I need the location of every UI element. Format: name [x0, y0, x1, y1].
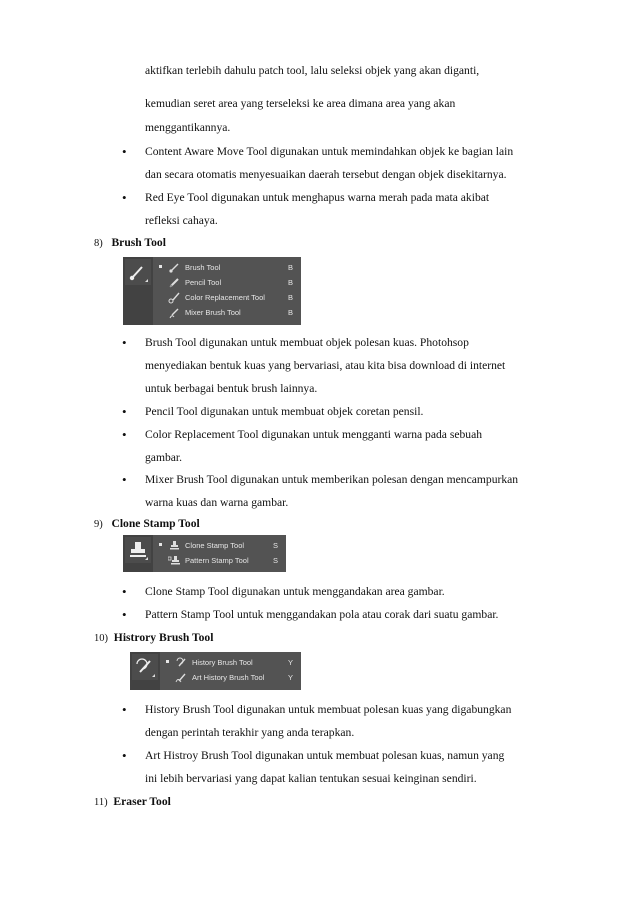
color-replacement-icon	[168, 291, 181, 304]
history-brush-icon	[175, 656, 188, 669]
art-history-brush-icon	[175, 671, 188, 684]
brush-icon	[168, 261, 181, 274]
brush-tool-button[interactable]	[125, 259, 151, 285]
brush-tool-menu	[153, 257, 301, 325]
text-line: dan secara otomatis menyesuaikan daerah tersebut dengan objek disekitarnya.	[145, 168, 507, 181]
text-line: ini lebih bervariasi yang dapat kalian tentukan sesuai keinginan sendiri.	[145, 772, 477, 785]
text-line: Red Eye Tool digunakan untuk menghapus warna merah pada mata akibat	[145, 191, 490, 204]
text-line: Mixer Brush Tool digunakan untuk memberikan polesan dengan mencampurkan	[145, 473, 519, 486]
stamp-tool-menu	[153, 535, 286, 572]
menu-item-pencil-tool[interactable]: Pencil Tool B	[153, 275, 301, 290]
text-line: refleksi cahaya.	[145, 214, 218, 227]
clone-stamp-tool-button[interactable]	[125, 537, 151, 563]
pattern-stamp-icon	[168, 554, 181, 567]
menu-item-clone-stamp-tool[interactable]: Clone Stamp Tool S	[153, 538, 286, 553]
menu-item-color-replacement-tool[interactable]: Color Replacement Tool B	[153, 290, 301, 305]
bullet-icon: •	[122, 427, 127, 442]
section-heading: 9) Clone Stamp Tool	[94, 517, 200, 530]
text-line: Pattern Stamp Tool untuk menggandakan pola atau corak dari suatu gambar.	[145, 608, 499, 621]
text-line: untuk berbagai bentuk brush lainnya.	[145, 382, 318, 395]
bullet-icon: •	[122, 144, 127, 159]
clone-stamp-icon	[168, 539, 181, 552]
text-line: warna kuas dan warna gambar.	[145, 496, 289, 509]
text-line: History Brush Tool digunakan untuk membuat polesan kuas yang digabungkan	[145, 703, 512, 716]
section-heading: 8) Brush Tool	[94, 236, 166, 249]
text-line: Brush Tool digunakan untuk membuat objek polesan kuas. Photohsop	[145, 336, 469, 349]
bullet-icon: •	[122, 702, 127, 717]
pencil-icon	[168, 276, 181, 289]
brush-tool-flyout	[123, 257, 301, 325]
bullet-icon: •	[122, 584, 127, 599]
text-line: kemudian seret area yang terseleksi ke area dimana area yang akan	[145, 97, 456, 110]
menu-item-art-history-brush-tool[interactable]: Art History Brush Tool Y	[160, 670, 301, 685]
bullet-icon: •	[122, 748, 127, 763]
text-line: dengan perintah terakhir yang anda terapkan.	[145, 726, 355, 739]
bullet-icon: •	[122, 607, 127, 622]
mixer-brush-icon	[168, 306, 181, 319]
text-line: Pencil Tool digunakan untuk membuat objek coretan pensil.	[145, 405, 424, 418]
history-brush-flyout	[130, 652, 301, 690]
text-line: gambar.	[145, 451, 183, 464]
text-line: Clone Stamp Tool digunakan untuk menggandakan area gambar.	[145, 585, 445, 598]
text-line: menggantikannya.	[145, 121, 231, 134]
bullet-icon: •	[122, 404, 127, 419]
text-line: menyediakan bentuk kuas yang bervariasi, atau kita bisa download di internet	[145, 359, 506, 372]
text-line: Content Aware Move Tool digunakan untuk memindahkan objek ke bagian lain	[145, 145, 514, 158]
history-brush-menu	[160, 652, 301, 690]
text-line: Art Histroy Brush Tool digunakan untuk membuat polesan kuas, namun yang	[145, 749, 505, 762]
text-line: aktifkan terlebih dahulu patch tool, lalu seleksi objek yang akan diganti,	[145, 64, 480, 77]
menu-item-mixer-brush-tool[interactable]: Mixer Brush Tool B	[153, 305, 301, 320]
stamp-tool-flyout	[123, 535, 286, 572]
section-heading: 11) Eraser Tool	[94, 795, 171, 808]
section-heading: 10) Histrory Brush Tool	[94, 631, 214, 644]
text-line: Color Replacement Tool digunakan untuk mengganti warna pada sebuah	[145, 428, 483, 441]
bullet-icon: •	[122, 472, 127, 487]
bullet-icon: •	[122, 190, 127, 205]
menu-item-brush-tool[interactable]: Brush Tool B	[153, 260, 301, 275]
history-brush-tool-button[interactable]	[132, 654, 158, 680]
menu-item-history-brush-tool[interactable]: History Brush Tool Y	[160, 655, 301, 670]
bullet-icon: •	[122, 335, 127, 350]
menu-item-pattern-stamp-tool[interactable]: Pattern Stamp Tool S	[153, 553, 286, 568]
